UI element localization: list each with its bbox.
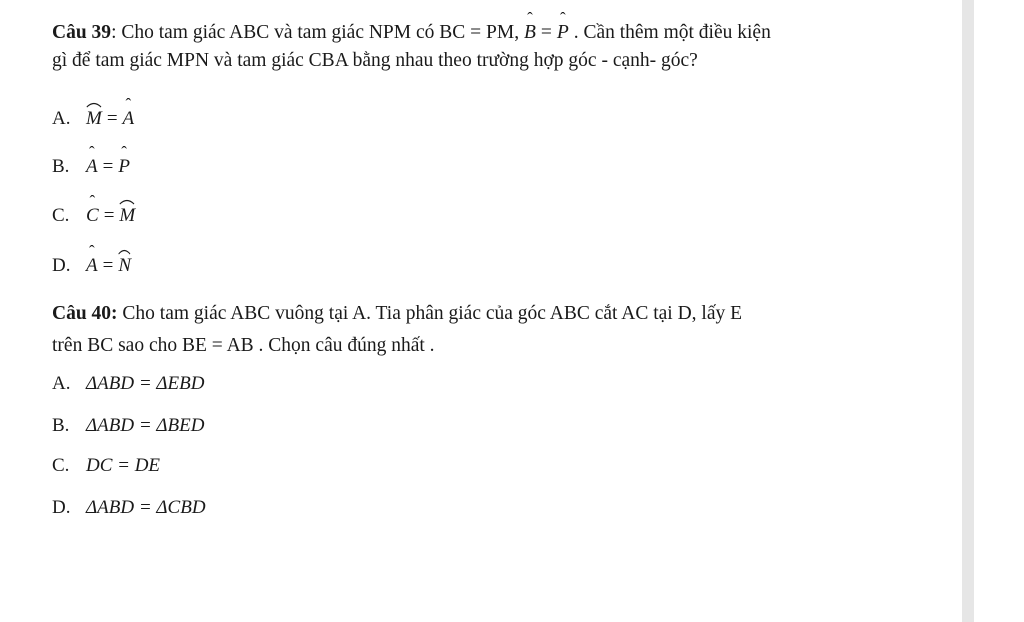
q39-hat-b: ˆ B — [524, 17, 536, 45]
equals-sign: = — [102, 255, 114, 276]
q39-line-2: gì để tam giác MPN và tam giác CBA bằng nhau theo trường hợp góc - cạnh- góc? — [52, 50, 698, 71]
option-expression: DC = DE — [86, 455, 161, 476]
angle-left: ˆ A — [86, 151, 98, 179]
q39-label: Câu 39 — [52, 22, 112, 43]
q40-line-1 — [52, 302, 742, 326]
angle-right: ˆ A — [123, 103, 135, 131]
angle-right: N — [118, 254, 131, 278]
page-gutter — [962, 0, 974, 622]
q40-option-a[interactable] — [52, 372, 205, 396]
option-letter: B. — [52, 415, 70, 436]
q39-option-d[interactable] — [52, 250, 131, 278]
angle-left: M — [86, 107, 102, 131]
q39-option-b[interactable] — [52, 151, 130, 179]
q39-option-c[interactable] — [52, 200, 135, 228]
option-letter: D. — [52, 497, 71, 518]
q40-option-b[interactable] — [52, 414, 205, 438]
option-expression: ΔABD = ΔBED — [86, 415, 205, 436]
q40-line-2: trên BC sao cho BE = AB . Chọn câu đúng nhất . — [52, 335, 435, 356]
window-edge — [974, 0, 1024, 622]
equals-sign: = — [106, 108, 118, 129]
option-letter: A. — [52, 108, 71, 129]
q39-option-a[interactable] — [52, 103, 134, 131]
q39-line-1 — [52, 17, 771, 45]
q39-eq: = — [540, 22, 552, 43]
angle-right: ˆ P — [118, 151, 130, 179]
option-expression: ΔABD = ΔCBD — [86, 497, 206, 518]
q40-text-a: Cho tam giác ABC vuông tại A. Tia phân giác của góc ABC cắt AC tại D, lấy E — [117, 303, 743, 324]
option-letter: C. — [52, 455, 70, 476]
angle-right: M — [119, 204, 135, 228]
option-letter: B. — [52, 156, 70, 177]
q39-text-b: . Cần thêm một điều kiện — [568, 22, 771, 43]
option-letter: C. — [52, 205, 70, 226]
q40-label: Câu 40: — [52, 303, 118, 324]
angle-left: ˆ C — [86, 200, 99, 228]
equals-sign: = — [103, 205, 115, 226]
equals-sign: = — [102, 156, 114, 177]
q39-hat-p: ˆ P — [557, 17, 569, 45]
q39-text-a: : Cho tam giác ABC và tam giác NPM có BC = PM, — [111, 22, 524, 43]
angle-left: ˆ A — [86, 250, 98, 278]
option-letter: D. — [52, 255, 71, 276]
option-expression: ΔABD = ΔEBD — [86, 373, 205, 394]
option-letter: A. — [52, 373, 71, 394]
q40-option-c[interactable] — [52, 454, 160, 478]
q40-option-d[interactable] — [52, 496, 206, 520]
